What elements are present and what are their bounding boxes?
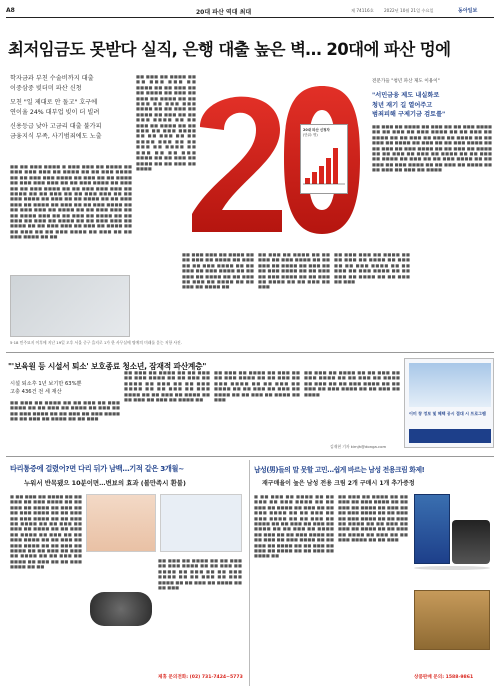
ad-right-product-shadow xyxy=(414,566,490,570)
brand-logo: 동아일보 xyxy=(458,8,478,14)
header-divider xyxy=(6,17,494,18)
ad-left-headline: 타리통증에 걸렸어?면 다리 뒤가 남백…기적 같은 3개월~ xyxy=(10,464,184,473)
main-headline: 최저임금도 못받다 실직, 은행 대출 높은 벽… 20대에 파산 멍에 xyxy=(8,40,451,59)
ad-left-subheadline: 누워서 반목됐으 10분이면…변뵤의 효과 (볼만족시 환불) xyxy=(24,479,186,487)
sub-body-3: ■■ ■■■ ■■ ■■■■ ■■ ■■■ ■■ ■■ ■■■ ■■■■ ■■ ■■ ■■■ ■■ ■■■ ■■■■ ■■ ■■ ■■■ ■■ ■■■■ ■■ ■■ ■■■ ■■ ■■■ ■■ ■■■■ ■■ ■■ ■■■ ■■ ■■■■ ■■ ■■■ xyxy=(214,370,300,403)
bar-1 xyxy=(305,178,310,184)
sub-body-1: ■■ ■■■ ■■ ■■■■ ■■ ■■ ■■■ ■■ ■■■ ■■■■ ■■ ■■ ■■■ ■■ ■■■■ ■■ ■■■ ■■ ■■ ■■■ ■■■■ ■■ ■■ ■■■ ■■ ■■■ ■■■■ ■■ ■■ ■■■ ■■ ■■■■ ■■ ■■ ■■■ xyxy=(10,400,120,422)
section-divider-2 xyxy=(6,456,494,457)
page-header xyxy=(6,5,494,17)
page-number: A8 xyxy=(6,7,15,14)
ad-left-image-pad xyxy=(90,592,152,626)
digit-two xyxy=(192,97,282,232)
ad-right-product-photo-2 xyxy=(414,590,490,650)
bar-4 xyxy=(326,158,331,184)
ad-right-product-box xyxy=(414,494,450,564)
big-20-graphic xyxy=(182,72,362,250)
sub-body-4: ■■ ■■■ ■■ ■■■■ ■■ ■■ ■■■ ■■ ■■■ ■■■■ ■■ ■■ ■■■ ■■ ■■■■ ■■ ■■■ ■■ ■■ ■■■ ■■■■ ■■ ■■ ■■■ ■■ ■■■ ■■■■ ■■ ■■ ■■■ ■■ ■■■■ xyxy=(304,370,400,397)
body-column-5: ■■ ■■■ ■■■ ■■ ■■■■ ■■ ■■ ■■■ ■■ ■■■■ ■■ ■■■ ■■ ■■ ■■■ ■■■■ ■■ ■■ ■■■ ■■ ■■■ ■■■■ ■■ ■■ ■■■ ■■ ■■■■ ■■ ■■ ■■■ ■■ ■■■ xyxy=(334,252,410,285)
section-title: 20대 파산 역대 최대 xyxy=(196,9,252,16)
ad-right-subheadline: 재구매율이 높은 남성 전용 크림 2개 구매시 1개 추가증정 xyxy=(262,480,415,487)
sub-reporter: 김재현 기자 kimjh@donga.com xyxy=(330,444,387,449)
bar-5 xyxy=(333,148,338,184)
ad-left-image-leg xyxy=(86,494,156,552)
sidebar-kicker: 전문가들 "청년 파산 제도 이용이" xyxy=(372,79,440,84)
mini-chart-svg xyxy=(303,138,345,186)
sidebar-body: ■■ ■■■ ■■ ■■■■ ■■ ■■■ ■■ ■■ ■■■ ■■■■ ■■ ■■ ■■■ ■■ ■■■ ■■■■ ■■ ■■ ■■■ ■■ ■■■■ ■■ ■■ ■■■ ■■ ■■■ ■■ ■■■■ ■■ ■■ ■■■ ■■ ■■■■ ■■ ■■■ ■■ ■■ ■■■ ■■■■ ■■ ■■ ■■■ ■■ ■■■ ■■■■ ■■ ■■ ■■■ ■■ ■■■■ ■■ ■■ ■■■ ■■ ■■■ ■■ ■■■■ ■■ ■■ ■■■ ■■ ■■■■ ■■ ■■■ ■■ ■■ ■■■ ■■■■ ■■ ■■ ■■■ ■■ ■■■ ■■■■ ■■ ■■ ■■■ ■■ ■■■■ ■■ ■■ ■■■ ■■ ■■■ ■■ ■■■■ xyxy=(372,124,492,173)
mini-chart-title: 20대 파산 신청자 xyxy=(303,128,330,132)
ad-left-body-2: ■■ ■■■ ■■ ■■■■ ■■ ■■ ■■■ ■■ ■■■ ■■■■ ■■ ■■ ■■■ ■■ ■■■■ ■■ ■■■ ■■ ■■ ■■■ ■■■■ ■■ ■■ ■■■ ■■ ■■■ ■■■■ ■■ ■■ ■■■ ■■ ■■■■ ■■ ■■ ■■■ xyxy=(158,558,242,591)
sidebar-title: "서민금융 제도 내실화로 청년 재기 길 열어주고 범죄피해 구제기금 검토를" xyxy=(372,92,446,118)
sub-headline: "'보육원 등 시설서 퇴소' 보호종료 청소년, 잠재적 파산계층" xyxy=(8,362,207,371)
top-right-ad-badge xyxy=(409,429,491,443)
body-column-3: ■■ ■■■ ■■■ ■■ ■■■■ ■■ ■■ ■■■ ■■ ■■■■ ■■ ■■■ ■■ ■■ ■■■ ■■■■ ■■ ■■ ■■■ ■■ ■■■ ■■■■ ■■ ■■ ■■■ ■■ ■■■■ ■■ ■■ ■■■ ■■ ■■■ ■■ ■■■■ ■■ ■■ ■■■ ■■ ■■■■ ■■ xyxy=(182,252,254,290)
body-column-4: ■■ ■■■ ■■ ■■■■ ■■ ■■ ■■■ ■■ ■■■ ■■■■ ■■ ■■ ■■■ ■■ ■■■■ ■■ ■■■ ■■ ■■ ■■■ ■■■■ ■■ ■■ ■■■ ■■ ■■■ ■■■■ ■■ ■■ ■■■ ■■ ■■■■ ■■ ■■ ■■■ ■■ ■■■ xyxy=(258,252,330,290)
section-divider-1 xyxy=(6,352,494,353)
lead-subhead-2: 모친 "일 제대로 안 돌고" 호구에 연이율 24% 대부업 빚이 더 빌려 xyxy=(10,99,100,116)
top-right-ad[interactable] xyxy=(404,358,494,448)
issue-number: 제 74116호 xyxy=(351,8,374,13)
photo-caption: 5·18 민주묘지 이후에 지난 19일 오후 서울 중구 을지로 1가 한 사무실에 명예의 미래를 묻는 저항 사진. xyxy=(10,340,182,345)
ad-left-phone[interactable]: 제휴 문의전화: (02) 731-7424~5773 xyxy=(158,675,243,680)
mini-chart-unit: (단위: 명) xyxy=(303,133,318,137)
sub-lead: 시설 퇴소후 1년 보기만 63%뿐 고충 436건 전 세 재산 xyxy=(10,381,82,395)
ad-left-body-1: ■ ■■ ■■■ ■■ ■■■■ ■■ ■■ ■■■ ■■ ■■■ ■■■■ ■■ ■■ ■■■ ■■ ■■■■ ■■ ■■■ ■■ ■■ ■■■ ■■■■ ■■ ■■ ■■■ ■■ ■■■ ■■■■ ■■ ■■ ■■■ ■■ ■■■■ ■■ ■■ ■■■ ■■ ■■■ ■■ ■■■■ ■■ ■■ ■■■ ■■ ■■■■ ■■ ■■■ ■■ ■■ ■■■ ■■■■ ■■ ■■ ■■■ ■■ ■■■ ■■■■ ■■ ■■ ■■■ ■■ ■■■■ ■■ ■■ ■■■ ■■ ■■■ ■■ ■■■■ ■■ ■■ ■■■ ■■ ■■■■ ■■ ■■■ ■■ ■■ ■■■ ■■■■ ■■ ■■ xyxy=(10,494,82,570)
lead-subhead-1: 학자금과 부친 수술비까지 대출 이중삼중 빚더미 파산 신청 xyxy=(10,75,94,92)
lead-subheads xyxy=(10,74,132,142)
ad-right-headline: 남성(男)들의 말 못할 고민…쉽게 바르는 남성 전용크림 화제! xyxy=(254,466,425,474)
mini-chart-box xyxy=(300,124,348,194)
ad-right-body-2: ■■ ■■■ ■■ ■■■■ ■■ ■■ ■■■ ■■ ■■■ ■■■■ ■■ ■■ ■■■ ■■ ■■■■ ■■ ■■■ ■■ ■■ ■■■ ■■■■ ■■ ■■ ■■■ ■■ ■■■ ■■■■ ■■ ■■ ■■■ ■■ ■■■■ ■■ ■■ ■■■ ■■ ■■■ ■■ ■■■■ ■■ ■■ ■■■ ■■ ■■■■ ■■ ■■■ ■■ ■■ ■■■ ■■■■ ■■ ■■ ■■■ xyxy=(338,494,408,543)
ad-divider xyxy=(249,460,250,686)
news-photo xyxy=(10,275,130,337)
top-right-ad-graphic xyxy=(409,363,491,407)
bar-2 xyxy=(312,172,317,184)
ad-left[interactable] xyxy=(6,460,246,688)
ad-right-phone[interactable]: 상품판매 문의: 1588-9861 xyxy=(414,675,474,680)
lead-subhead-3: 신용등급 낮아 고금리 대출 불가피 금융지식 부족, 사기범죄에도 노출 xyxy=(10,123,102,140)
ad-right[interactable] xyxy=(252,460,494,688)
body-column-1: ■■ ■■ ■■■ ■■■■ ■ ■■■ ■■■ ■■ ■■■■ ■■ ■■■ ■■■ ■■■ ■■ ■■■■ ■■ ■■ ■■■ ■■■■ ■■ ■■ ■■■ ■■■ ■■■■ ■■ ■■■ ■■ ■■ ■■■■ ■■ ■■■ ■■■ ■■■ ■■ ■■ ■■■ ■■■■ ■■ ■■■ ■■ ■■ ■■■ ■■■■ ■■ ■■ ■■■ ■■■ ■■■ ■■ ■■■■ ■■ ■■ ■■■ ■■ ■■ ■■■ ■■■ ■■ ■■ ■■■ ■■■■ ■■ ■■■ ■■ ■■ ■■■■ ■■ ■■ ■■■ ■■■ ■■ ■■■■ ■■ ■■■ ■■ ■■ ■■■ ■■■■ ■■ ■■ ■■■ ■■■ ■■ ■■■■ ■■ ■■ ■■■ ■■■ ■■ ■■ ■■■■ ■■■ ■■ ■■ ■■■ ■■ ■■■■ ■■ ■■ ■■■ ■■ ■■■ ■■ ■■■■ ■■ ■■ ■■■ ■■■ ■■ ■■■■ ■■ ■■ ■■■ ■■■ ■■ ■■■ ■■ ■■■■ ■■ ■■ ■■■ ■■ ■■ ■■■ ■■■■ ■■ ■■■ ■■ ■■ ■■■ ■■■■ ■■ ■■ xyxy=(10,164,132,240)
top-right-ad-text: 이미 창 정보 및 혜택 공시 접대 시 프로그램 xyxy=(409,411,486,416)
bar-3 xyxy=(319,166,324,184)
sub-body-2: ■■ ■■■ ■■ ■■■■ ■■ ■■ ■■■ ■■ ■■■ ■■■■ ■■ ■■ ■■■ ■■ ■■■■ ■■ ■■■ ■■ ■■ ■■■ ■■■■ ■■ ■■ ■■■ ■■ ■■■ ■■■■ ■■ ■■ ■■■ ■■ ■■■■ ■■ ■■ ■■■ ■■ ■■■ ■■ ■■■■ ■■ xyxy=(124,370,210,403)
ad-left-image-device xyxy=(160,494,242,552)
issue-date: 2022년 10월 21일 수요일 xyxy=(384,8,434,13)
body-column-2: ■■ ■■■ ■■ ■■■■ ■■ ■■ ■■■ ■■■ ■■ ■■■■ ■■ ■■ ■■■ ■■ ■■ ■■■■ ■■ ■■■ ■■ ■■■ ■■ ■■■■ ■■ ■■ ■■■ ■■ ■■■ ■■■ ■■■■ ■■ ■■ ■■■ ■■ ■■■■ ■■ ■■■ ■■ ■■ ■■■ ■■■■ ■■ ■■ ■■■ ■■ ■■■■ ■■ ■■ ■■■ ■■ ■■■ ■■■■ ■■ ■■ ■■■ ■■ ■■ ■■■■ ■■■ ■■ ■■ ■■■ ■■ ■■■■ ■■ ■■■ ■■ ■■ ■■■ ■■■■ ■■ ■■ ■■■ ■■ ■■■■ ■■ ■■ ■■■ ■■ ■■■■ xyxy=(136,74,196,171)
ad-right-product-jar xyxy=(452,520,490,564)
ad-right-body-1: ■ ■■ ■■■ ■■ ■■■■ ■■ ■■ ■■■ ■■ ■■■ ■■■■ ■■ ■■ ■■■ ■■ ■■■■ ■■ ■■■ ■■ ■■ ■■■ ■■■■ ■■ ■■ ■■■ ■■ ■■■ ■■■■ ■■ ■■ ■■■ ■■ ■■■■ ■■ ■■ ■■■ ■■ ■■■ ■■ ■■■■ ■■ ■■ ■■■ ■■ ■■■■ ■■ ■■■ ■■ ■■ ■■■ ■■■■ ■■ ■■ ■■■ ■■ ■■■ ■■■■ ■■ ■■ ■■■ ■■ ■■■■ ■■ ■■ ■■■ ■■ ■■■ ■■ ■■■■ ■■ ■■ ■■■ ■■ ■■■■ ■■ xyxy=(254,494,334,559)
